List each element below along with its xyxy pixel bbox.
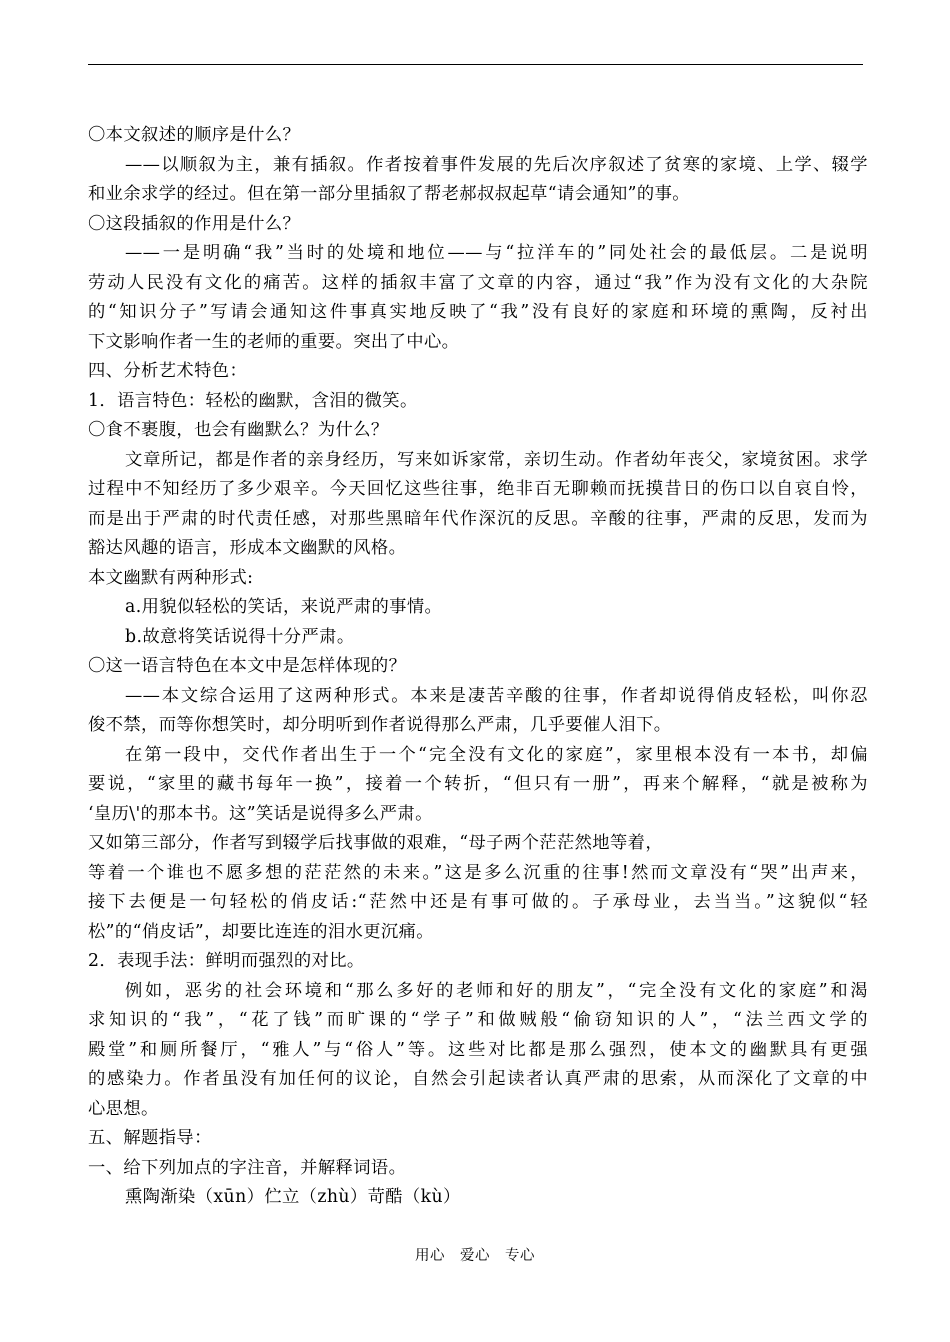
paragraph-line: 求知识的“我”，“花了钱”而旷课的“学子”和做贼般“偷窃知识的人”，“法兰西文学的 [88, 1010, 868, 1030]
answer-line: ——一是明确“我”当时的处境和地位——与“拉洋车的”同处社会的最低层。二是说明 [125, 243, 868, 263]
paragraph-line: 心思想。 [88, 1098, 159, 1119]
subsection-heading: 1．语言特色：轻松的幽默，含泪的微笑。 [88, 390, 418, 411]
paragraph-line: 在第一段中，交代作者出生于一个“完全没有文化的家庭”，家里根本没有一本书，却偏 [125, 744, 868, 765]
paragraph-line: 文章所记，都是作者的亲身经历，写来如诉家常，亲切生动。作者幼年丧父，家境贫困。求学 [125, 449, 868, 470]
section-heading: 四、分析艺术特色： [88, 361, 248, 381]
question-line: 〇食不裹腹，也会有幽默么？为什么？ [88, 420, 389, 440]
exercise-line: 熏陶渐染（xūn）伫立（zhù）苛酷（kù） [125, 1187, 461, 1207]
page-footer: 用心 爱心 专心 [415, 1248, 535, 1264]
paragraph-line: 的感染力。作者虽没有加任何的议论，自然会引起读者认真严肃的思索，从而深化了文章的中 [88, 1069, 868, 1089]
paragraph-line: 本文幽默有两种形式: [88, 567, 254, 588]
document-body [88, 121, 868, 1213]
list-item: b.故意将笑话说得十分严肃。 [125, 626, 355, 647]
paragraph-line: 松”的“俏皮话”，却要比连连的泪水更沉痛。 [88, 921, 434, 942]
answer-line: 的“知识分子”写请会通知这件事真实地反映了“我”没有良好的家庭和环境的熏陶，反衬出 [88, 302, 868, 322]
answer-line: 下文影响作者一生的老师的重要。突出了中心。 [88, 331, 460, 352]
paragraph-line: 例如，恶劣的社会环境和“那么多好的老师和好的朋友”，“完全没有文化的家庭”和渴 [125, 980, 868, 1001]
paragraph-line: 过程中不知经历了多少艰辛。今天回忆这些往事，绝非百无聊赖而抚摸昔日的伤口以自哀自怜， [88, 479, 868, 499]
answer-line: 俊不禁，而等你想笑时，却分明听到作者说得那么严肃，几乎要催人泪下。 [88, 715, 672, 735]
question-line: 〇这段插叙的作用是什么？ [88, 213, 301, 234]
answer-line: 和业余求学的经过。但在第一部分里插叙了帮老郝叔叔起草“请会通知”的事。 [88, 184, 690, 204]
answer-line: ——本文综合运用了这两种形式。本来是凄苦辛酸的往事，作者却说得俏皮轻松，叫你忍 [125, 685, 868, 706]
exercise-heading: 一、给下列加点的字注音，并解释词语。 [88, 1157, 407, 1178]
header-rule [88, 64, 863, 65]
list-item: a.用貌似轻松的笑话，来说严肃的事情。 [125, 597, 443, 617]
section-heading: 五、解题指导： [88, 1128, 212, 1148]
paragraph-line: 殿堂”和厕所餐厅，“雅人”与“俗人”等。这些对比都是那么强烈，使本文的幽默具有更强 [88, 1039, 868, 1060]
paragraph-line: 而是出于严肃的时代责任感，对那些黑暗年代作深沉的反思。辛酸的往事，严肃的反思，发而为 [88, 508, 868, 529]
paragraph-line: 接下去便是一句轻松的俏皮话:“茫然中还是有事可做的。子承母业，去当当。”这貌似“轻 [88, 892, 868, 912]
question-line: 〇本文叙述的顺序是什么？ [88, 125, 301, 145]
paragraph-line: 等着一个谁也不愿多想的茫茫然的未来。”这是多么沉重的往事!然而文章没有“哭”出声来， [88, 862, 868, 883]
paragraph-line: 要说，“家里的藏书每年一换”，接着一个转折，“但只有一册”，再来个解释，“就是被称为 [88, 774, 868, 794]
question-line: 〇这一语言特色在本文中是怎样体现的？ [88, 656, 407, 676]
answer-line: ——以顺叙为主，兼有插叙。作者按着事件发展的先后次序叙述了贫寒的家境、上学、辍学 [125, 154, 868, 175]
paragraph-line: ‘皇历\'的那本书。这”笑话是说得多么严肃。 [88, 803, 433, 824]
subsection-heading: 2．表现手法：鲜明而强烈的对比。 [88, 951, 365, 971]
answer-line: 劳动人民没有文化的痛苦。这样的插叙丰富了文章的内容，通过“我”作为没有文化的大杂院 [88, 272, 868, 293]
paragraph-line: 豁达风趣的语言，形成本文幽默的风格。 [88, 538, 407, 558]
paragraph-line: 又如第三部分，作者写到辍学后找事做的艰难，“母子两个茫茫然地等着， [88, 833, 664, 853]
